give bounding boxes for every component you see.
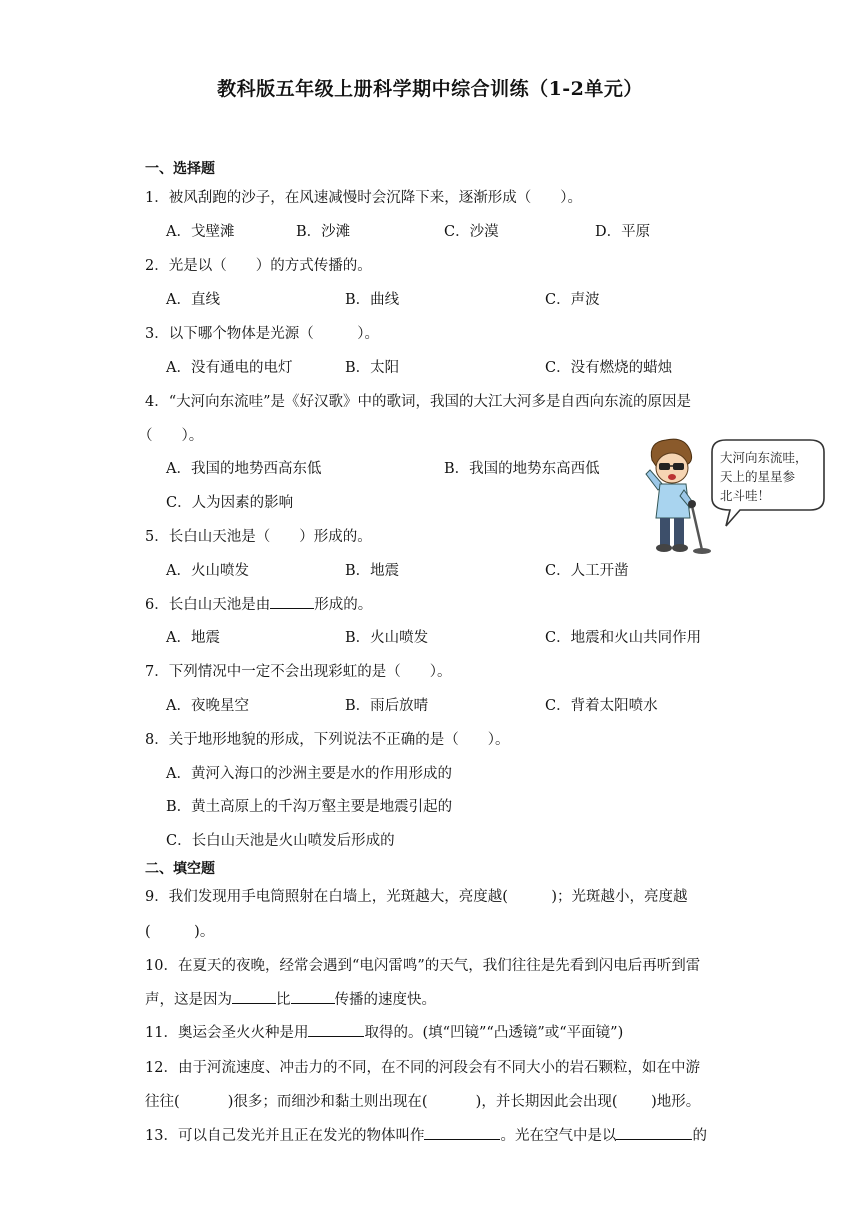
question-5-stem: 5．长白山天池是（ ）形成的。 xyxy=(145,529,372,545)
question-13-blank-2[interactable] xyxy=(616,1125,692,1140)
question-5-option-a: A．火山喷发 xyxy=(166,563,249,579)
question-11-blank[interactable] xyxy=(308,1022,364,1037)
question-2-option-b: B．曲线 xyxy=(345,292,400,308)
question-2-option-a: A．直线 xyxy=(166,292,220,308)
question-5-option-c: C．人工开凿 xyxy=(545,563,629,579)
question-1-option-b: B．沙滩 xyxy=(296,224,351,240)
question-6-stem-after: 形成的。 xyxy=(314,597,373,613)
question-1-option-c: C．沙漠 xyxy=(444,224,499,240)
question-2-option-c: C．声波 xyxy=(545,292,600,308)
question-10-text-c: 传播的速度快。 xyxy=(334,992,436,1008)
question-11 xyxy=(145,1021,623,1042)
question-11-text-a: 11．奥运会圣火火种是用 xyxy=(145,1025,309,1041)
question-3-option-a: A．没有通电的电灯 xyxy=(166,360,293,376)
question-7-option-b: B．雨后放晴 xyxy=(345,698,429,714)
question-6-option-c: C．地震和火山共同作用 xyxy=(545,630,702,646)
question-11-text-b: 取得的。(填“凹镜”“凸透镜”或“平面镜”) xyxy=(364,1025,624,1041)
section-fill-heading: 二、填空题 xyxy=(145,861,215,877)
question-8-stem: 8．关于地形地貌的形成，下列说法不正确的是（ ）。 xyxy=(145,732,510,748)
question-4-option-b: B．我国的地势东高西低 xyxy=(444,461,600,477)
question-7-stem: 7．下列情况中一定不会出现彩虹的是（ ）。 xyxy=(145,664,452,680)
singer-illustration xyxy=(640,434,830,556)
question-3-option-c: C．没有燃烧的蜡烛 xyxy=(545,360,673,376)
question-1-option-d: D．平原 xyxy=(595,224,651,240)
question-2-stem: 2．光是以（ ）的方式传播的。 xyxy=(145,258,372,274)
question-8-option-c: C．长白山天池是火山喷发后形成的 xyxy=(166,833,395,849)
question-8-option-a: A．黄河入海口的沙洲主要是水的作用形成的 xyxy=(166,766,452,782)
question-9-line-1: 9．我们发现用手电筒照射在白墙上，光斑越大，亮度越( )；光斑越小，亮度越 xyxy=(145,889,688,905)
question-9-line-2: ( )。 xyxy=(145,924,215,940)
question-13 xyxy=(145,1124,707,1145)
question-7-option-a: A．夜晚星空 xyxy=(166,698,249,714)
question-3-stem: 3．以下哪个物体是光源（ ）。 xyxy=(145,326,379,342)
section-choice-heading: 一、选择题 xyxy=(145,161,215,177)
question-6-stem xyxy=(145,593,372,614)
question-4-option-c: C．人为因素的影响 xyxy=(166,495,294,511)
question-10-blank-2[interactable] xyxy=(291,989,335,1004)
question-4-stem-line-1: 4．“大河向东流哇”是《好汉歌》中的歌词，我国的大江大河多是自西向东流的原因是 xyxy=(145,394,692,410)
question-12-line-1: 12．由于河流速度、冲击力的不同，在不同的河段会有不同大小的岩石颗粒，如在中游 xyxy=(145,1060,700,1076)
question-13-text-a: 13．可以自己发光并且正在发光的物体叫作 xyxy=(145,1128,425,1144)
question-10-line-2 xyxy=(145,988,436,1009)
question-6-option-b: B．火山喷发 xyxy=(345,630,429,646)
question-10-line-1: 10．在夏天的夜晚，经常会遇到“电闪雷鸣”的天气，我们往往是先看到闪电后再听到雷 xyxy=(145,958,701,974)
singer-cartoon-icon xyxy=(640,434,830,556)
page-title: 教科版五年级上册科学期中综合训练（1-2单元） xyxy=(217,78,643,100)
question-8-option-b: B．黄土高原上的千沟万壑主要是地震引起的 xyxy=(166,799,453,815)
question-6-blank[interactable] xyxy=(270,594,314,609)
question-13-blank-1[interactable] xyxy=(424,1125,500,1140)
question-10-text-b: 比 xyxy=(276,992,291,1008)
question-13-text-c: 的 xyxy=(692,1128,707,1144)
question-4-stem-line-2: （ ）。 xyxy=(138,428,204,444)
question-4-option-a: A．我国的地势西高东低 xyxy=(166,461,322,477)
question-12-line-2: 往往( )很多；而细沙和黏土则出现在( )，并长期因此会出现( )地形。 xyxy=(145,1094,701,1110)
question-13-text-b: 。光在空气中是以 xyxy=(500,1128,617,1144)
question-7-option-c: C．背着太阳喷水 xyxy=(545,698,658,714)
question-6-stem-before: 6．长白山天池是由 xyxy=(145,597,271,613)
question-10-text-a: 声，这是因为 xyxy=(145,992,232,1008)
speech-line-2: 天上的星星参 xyxy=(720,469,796,484)
question-3-option-b: B．太阳 xyxy=(345,360,400,376)
question-10-blank-1[interactable] xyxy=(232,989,276,1004)
question-1-option-a: A．戈壁滩 xyxy=(166,224,235,240)
question-1-stem: 1．被风刮跑的沙子，在风速减慢时会沉降下来，逐渐形成（ ）。 xyxy=(145,190,582,206)
question-6-option-a: A．地震 xyxy=(166,630,220,646)
speech-line-1: 大河向东流哇， xyxy=(720,450,808,465)
question-5-option-b: B．地震 xyxy=(345,563,400,579)
speech-line-3: 北斗哇！ xyxy=(720,488,771,503)
